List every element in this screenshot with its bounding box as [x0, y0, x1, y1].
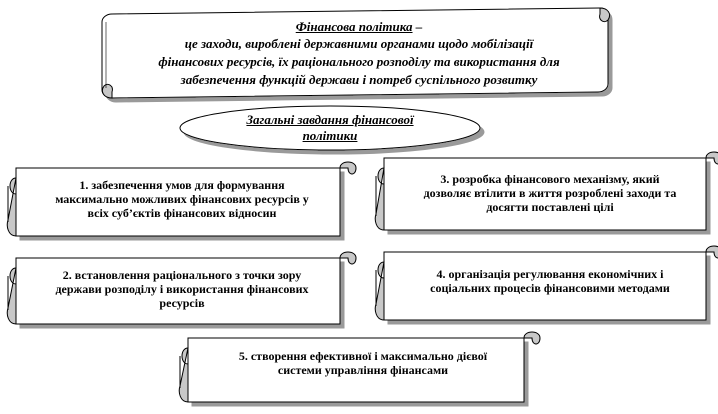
- task-2-line-3: ресурсів: [159, 296, 205, 311]
- definition-line-2: фінансових ресурсів, їх раціонального розподілу та використання для: [158, 54, 560, 69]
- definition-text: [116, 12, 602, 94]
- task-3-text: [392, 162, 708, 224]
- task-5-text: [196, 338, 530, 388]
- task-1-line-2: максимально можливих фінансових ресурсів у: [55, 191, 309, 206]
- definition-line-1: це заходи, вироблені державними органами щодо мобілізації: [184, 36, 534, 52]
- scroll-curl-left: [7, 178, 16, 236]
- heading-line-2: політики: [302, 128, 358, 143]
- task-4-line-1: 4. організація регулювання економічних і: [436, 266, 664, 281]
- task-3-line-2: дозволяє втілити в життя розроблені заходи та: [423, 185, 677, 200]
- scroll-curl-left: [375, 262, 384, 320]
- task-1-line-3: всіх суб’єктів фінансових відносин: [87, 206, 277, 221]
- scroll-curl-left: [179, 348, 188, 402]
- heading-text: [190, 106, 470, 150]
- scroll-curl-left: [7, 268, 16, 324]
- task-5-line-2: системи управління фінансами: [277, 363, 449, 377]
- scroll-curl-top: [340, 162, 356, 174]
- task-3-line-3: досягти поставлені цілі: [486, 200, 614, 215]
- task-4-line-2: соціальних процесів фінансовими методами: [430, 281, 670, 295]
- task-3-line-1: 3. розробка фінансового механізму, який: [440, 171, 660, 186]
- task-4-text: [392, 254, 708, 308]
- heading-line-1: Загальні завдання фінансової: [246, 112, 414, 128]
- definition-dash: –: [412, 18, 423, 34]
- scroll-curl-top: [340, 252, 356, 264]
- task-1-text: [24, 170, 340, 228]
- task-2-line-1: 2. встановлення раціонального з точки зору: [62, 267, 302, 282]
- definition-line-3: забезпечення функцій держави і потреб суспільного розвитку: [180, 71, 538, 87]
- task-1-line-1: 1. забезпечення умов для формування: [79, 177, 285, 192]
- task-5-line-1: 5. створення ефективної і максимально дієвої: [238, 348, 488, 363]
- task-2-text: [24, 260, 340, 318]
- definition-term: Фінансова політика: [295, 18, 413, 34]
- task-2-line-2: держави розподілу і використання фінансових: [55, 281, 309, 296]
- scroll-curl-left: [375, 168, 384, 230]
